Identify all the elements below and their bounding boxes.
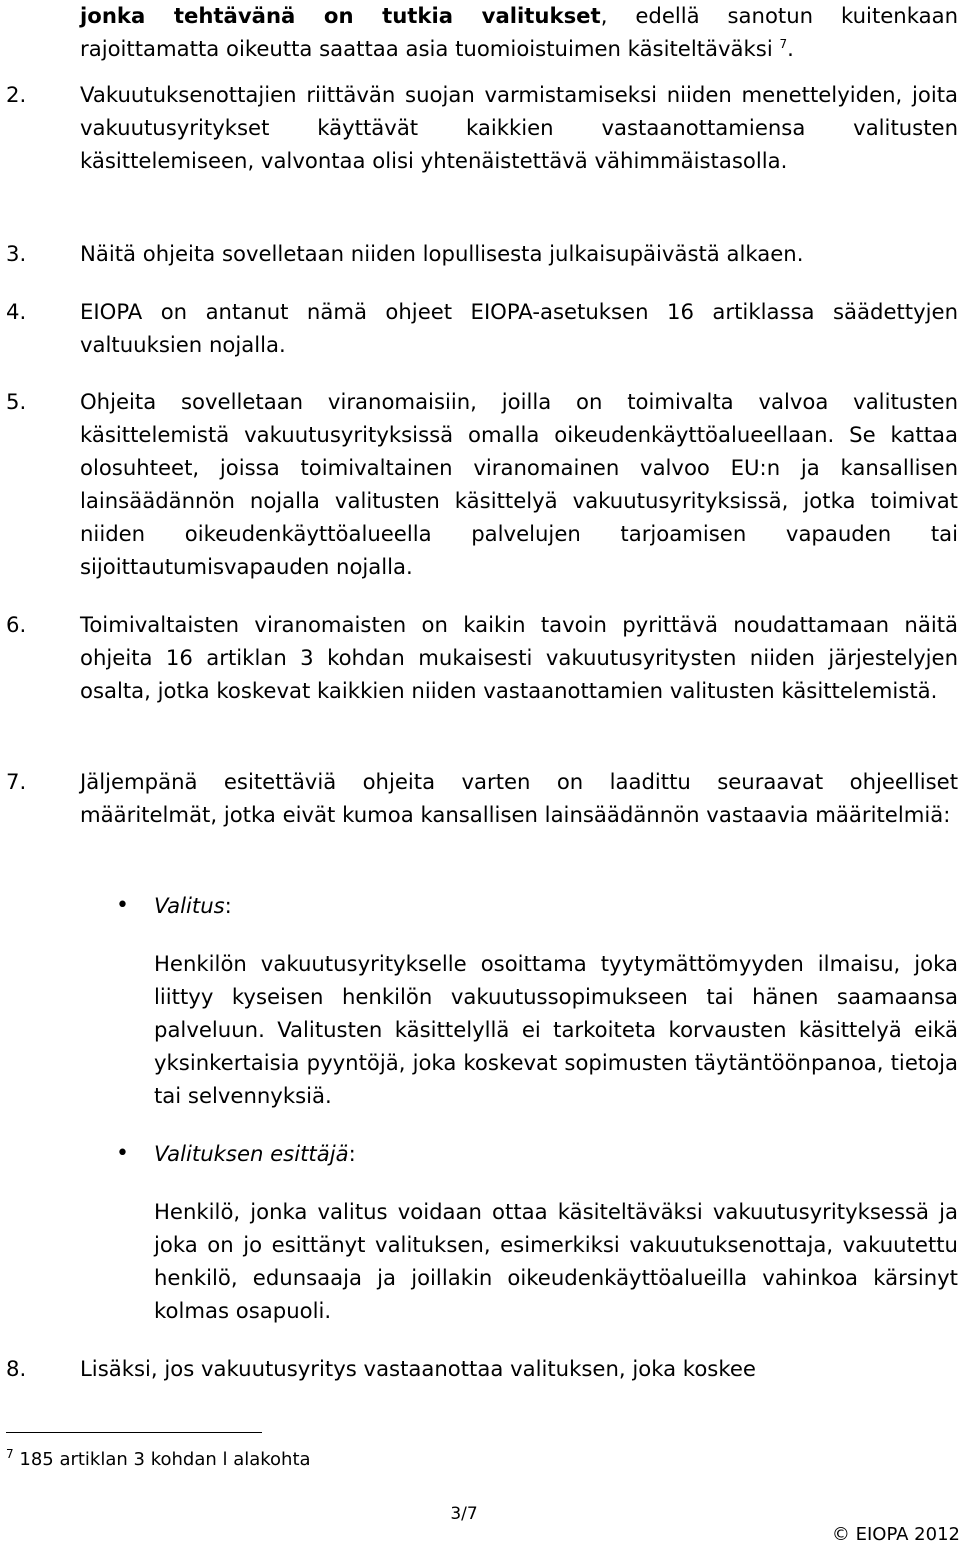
item-number-5: 5. (6, 389, 27, 414)
definition-text-valitus: Henkilön vakuutusyritykselle osoittama tyytymättömyyden ilmaisu, joka liittyy kyseisen henkilön vakuutussopimukseen tai hänen saamaansa palveluun. Valitusten käsittelyllä ei tarkoiteta korvausten käsittelyä eikä yksinkertaisia pyyntöjä, joka koskevat sopimusten täytäntöönpanoa, tietoja tai selvennyksiä. (154, 951, 958, 1108)
page-number: 3/7 (450, 1504, 478, 1524)
footnote-text: 185 artiklan 3 kohdan l alakohta (13, 1449, 311, 1470)
intro-bold-text: jonka tehtävänä on tutkia valitukset (80, 3, 601, 28)
definition-text-valituksen-esittaja: Henkilö, jonka valitus voidaan ottaa käsiteltäväksi vakuutusyrityksessä ja joka on jo esittänyt valituksen, esimerkiksi vakuutuksenottaja, vakuutettu henkilö, edunsaaja ja joillakin oikeudenkäyttöalueilla vahinkoa kärsinyt kolmas osapuoli. (154, 1199, 958, 1323)
item-number-3: 3. (6, 241, 27, 266)
definition-term-colon: : (348, 1141, 356, 1166)
footnote-divider (6, 1432, 262, 1433)
bullet-icon: • (116, 893, 129, 918)
item-text-6: Toimivaltaisten viranomaisten on kaikin tavoin pyrittävä noudattamaan näitä ohjeita 16 artiklan 3 kohdan mukaisesti vakuutusyritysten niiden järjestelyjen osalta, jotka koskevat kaikkien niiden vastaanottamien valitusten käsittelemistä. (80, 612, 958, 703)
intro-rest-text: , edellä sanotun kuitenkaan (600, 3, 959, 28)
item-text-7: Jäljempänä esitettäviä ohjeita varten on laadittu seuraavat ohjeelliset määritelmät, jotka eivät kumoa kansallisen lainsäädännön vastaavia määritelmiä: (80, 769, 958, 827)
item-number-7: 7. (6, 769, 27, 794)
intro-line-2-end: . (787, 36, 794, 61)
item-text-4: EIOPA on antanut nämä ohjeet EIOPA-asetuksen 16 artiklassa säädettyjen valtuuksien nojalla. (80, 299, 958, 357)
copyright-notice: © EIOPA 2012 (831, 1524, 960, 1545)
intro-line-2 (80, 32, 958, 65)
item-number-4: 4. (6, 299, 27, 324)
footnote-reference: 7 (779, 36, 788, 51)
item-text-2: Vakuutuksenottajien riittävän suojan varmistamiseksi niiden menettelyiden, joita vakuutusyritykset käyttävät kaikkien vastaanottamiensa valitusten käsittelemiseen, valvontaa olisi yhtenäistettävä vähimmäistasolla. (80, 82, 958, 173)
definition-term-valituksen-esittaja (154, 1137, 958, 1170)
item-text-3: Näitä ohjeita sovelletaan niiden lopullisesta julkaisupäivästä alkaen. (80, 241, 804, 266)
definition-term-valitus (154, 889, 958, 922)
intro-paragraph (80, 0, 958, 65)
item-text-8: Lisäksi, jos vakuutusyritys vastaanottaa valituksen, joka koskee (80, 1356, 756, 1381)
item-text-5: Ohjeita sovelletaan viranomaisiin, joilla on toimivalta valvoa valitusten käsittelemistä vakuutusyrityksissä omalla oikeudenkäyttöalueellaan. Se kattaa olosuhteet, joissa toimivaltainen viranomainen valvoo EU:n ja kansallisen lainsäädännön nojalla valitusten käsittelyä vakuutusyrityksissä, jotka toimivat niiden oikeudenkäyttöalueella palvelujen tarjoamisen vapauden tai sijoittautumisvapauden nojalla. (80, 389, 958, 579)
footnote-marker: 7 (6, 1447, 14, 1461)
intro-line-2-text: rajoittamatta oikeutta saattaa asia tuomioistuimen käsiteltäväksi (80, 36, 773, 61)
footnote (6, 1446, 311, 1474)
item-number-6: 6. (6, 612, 27, 637)
definition-term-colon: : (224, 893, 232, 918)
item-number-8: 8. (6, 1356, 27, 1381)
item-number-2: 2. (6, 82, 27, 107)
definition-term-text: Valituksen esittäjä (154, 1141, 349, 1166)
bullet-icon: • (116, 1141, 129, 1166)
intro-line-1 (80, 0, 958, 32)
definition-term-text: Valitus (154, 893, 225, 918)
